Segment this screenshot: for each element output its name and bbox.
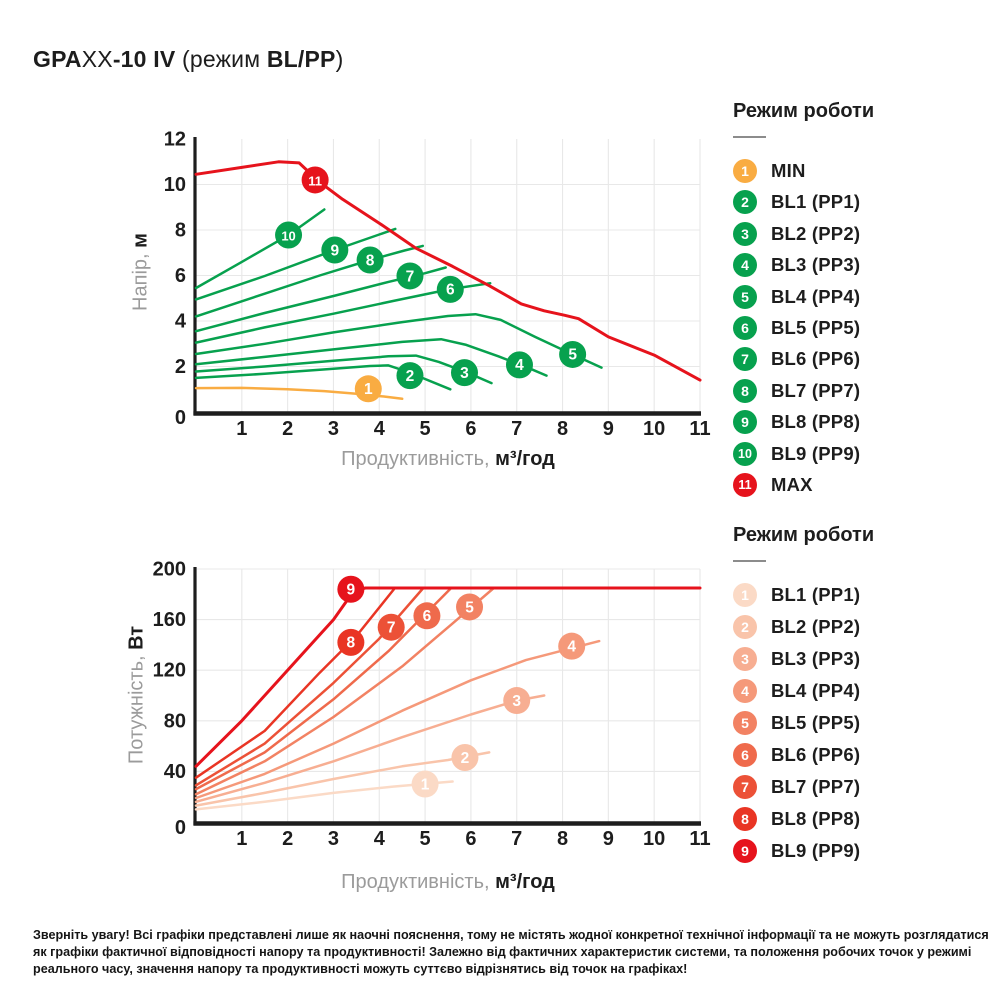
y-tick-label: 200 bbox=[152, 558, 186, 581]
legend-power bbox=[733, 524, 993, 871]
x-tick-label: 4 bbox=[373, 828, 385, 850]
y-tick-label: 40 bbox=[163, 760, 186, 783]
curve-badge-number: 8 bbox=[365, 252, 375, 270]
x-tick-label: 9 bbox=[602, 828, 614, 850]
x-tick-label: 11 bbox=[689, 418, 711, 440]
legend-badge: 6 bbox=[733, 316, 757, 340]
legend-badge: 3 bbox=[733, 647, 757, 671]
power-x-axis-title-unit: м³/год bbox=[495, 871, 555, 893]
x-tick-label: 7 bbox=[511, 828, 523, 850]
curve-badge-number: 7 bbox=[386, 619, 396, 637]
curve-power-6 bbox=[196, 588, 451, 789]
x-tick-label: 2 bbox=[282, 418, 294, 440]
legend-badge: 9 bbox=[733, 839, 757, 863]
power-x-axis-title-text: Продуктивність, bbox=[341, 871, 496, 893]
legend-item bbox=[733, 379, 993, 403]
legend-item-label: BL9 (PP9) bbox=[771, 442, 861, 464]
legend-item-label: BL4 (PP4) bbox=[771, 285, 861, 307]
power-y-axis-title-text: Потужність, bbox=[125, 649, 148, 765]
x-tick-label: 6 bbox=[465, 418, 477, 440]
legend-head-title: Режим роботи bbox=[733, 100, 875, 122]
curve-badge-number: 7 bbox=[405, 268, 415, 286]
title-segment: BL/PP bbox=[266, 46, 336, 72]
legend-badge: 5 bbox=[733, 711, 757, 735]
head-x-axis-title-text: Продуктивність, bbox=[341, 448, 496, 470]
legend-item bbox=[733, 775, 993, 799]
x-tick-label: 10 bbox=[643, 828, 666, 850]
curve-badge-number: 2 bbox=[405, 367, 415, 385]
legend-item-label: BL7 (PP7) bbox=[771, 379, 861, 401]
y-tick-label: 8 bbox=[174, 219, 186, 242]
legend-item bbox=[733, 743, 993, 767]
y-tick-label: 6 bbox=[174, 265, 186, 287]
legend-item bbox=[733, 473, 993, 497]
curve-power-4 bbox=[196, 641, 599, 798]
head-chart bbox=[164, 129, 711, 441]
legend-badge: 5 bbox=[733, 285, 757, 309]
power-y-axis-title-unit: Вт bbox=[125, 625, 148, 650]
legend-item-label: BL1 (PP1) bbox=[771, 584, 861, 605]
head-x-axis-title bbox=[341, 448, 555, 471]
curve-badge-number: 5 bbox=[568, 346, 577, 364]
curve-badge-number: 2 bbox=[460, 749, 470, 767]
legend-power-divider bbox=[733, 560, 766, 562]
curve-badge-number: 4 bbox=[515, 357, 524, 375]
legend-item-label: BL9 (PP9) bbox=[771, 840, 861, 861]
legend-head bbox=[733, 100, 993, 504]
title-segment: (режим bbox=[175, 46, 267, 72]
y-tick-label: 160 bbox=[152, 609, 186, 632]
legend-badge: 4 bbox=[733, 679, 757, 703]
curve-badge-number: 1 bbox=[363, 381, 373, 399]
legend-item bbox=[733, 583, 993, 607]
y-tick-label: 4 bbox=[174, 310, 186, 333]
y-tick-label: 12 bbox=[163, 128, 186, 151]
y-tick-label: 2 bbox=[174, 356, 186, 378]
y-tick-label: 120 bbox=[152, 659, 186, 682]
legend-badge: 11 bbox=[733, 473, 757, 497]
legend-item-label: MAX bbox=[771, 473, 813, 495]
legend-power-items bbox=[733, 583, 993, 863]
legend-item bbox=[733, 190, 993, 214]
legend-badge: 4 bbox=[733, 253, 757, 277]
y-tick-label: 10 bbox=[163, 174, 186, 196]
x-tick-label: 7 bbox=[511, 418, 523, 440]
legend-item-label: BL2 (PP2) bbox=[771, 616, 861, 637]
head-y-axis-title bbox=[130, 233, 153, 311]
curve-badge-number: 6 bbox=[422, 608, 432, 626]
legend-badge: 2 bbox=[733, 190, 757, 214]
x-tick-label: 9 bbox=[602, 418, 614, 440]
x-tick-label: 1 bbox=[236, 828, 248, 850]
power-chart bbox=[153, 559, 711, 851]
curve-badge-number: 5 bbox=[465, 599, 474, 617]
disclaimer-line: реального часу, значення напору та продуктивності можуть суттєво відрізнятись від точок на графіках! bbox=[33, 962, 688, 976]
legend-item bbox=[733, 347, 993, 371]
legend-item-label: BL4 (PP4) bbox=[771, 680, 861, 701]
curve-head-5 bbox=[196, 314, 602, 367]
legend-item bbox=[733, 410, 993, 434]
legend-item bbox=[733, 839, 993, 863]
legend-item-label: BL3 (PP3) bbox=[771, 254, 861, 276]
power-y-axis-title bbox=[126, 626, 149, 764]
legend-item bbox=[733, 679, 993, 703]
legend-item bbox=[733, 285, 993, 309]
legend-badge: 8 bbox=[733, 379, 757, 403]
curve-badge-number: 1 bbox=[420, 776, 430, 794]
title-segment: -10 IV bbox=[112, 46, 176, 72]
y-tick-label: 0 bbox=[174, 407, 186, 429]
legend-badge: 1 bbox=[733, 159, 757, 183]
legend-power-title: Режим роботи bbox=[733, 524, 875, 546]
curve-power-3 bbox=[196, 696, 544, 802]
legend-item-label: BL3 (PP3) bbox=[771, 648, 861, 669]
legend-item-label: BL8 (PP8) bbox=[771, 808, 861, 829]
y-tick-label: 0 bbox=[174, 817, 186, 839]
x-tick-label: 8 bbox=[556, 828, 569, 850]
legend-badge: 6 bbox=[733, 743, 757, 767]
head-y-axis-title-text: Напір, bbox=[129, 247, 152, 311]
power-x-axis-title bbox=[341, 871, 555, 894]
legend-item bbox=[733, 316, 993, 340]
legend-item bbox=[733, 159, 993, 183]
title-segment: ) bbox=[335, 46, 344, 72]
curve-badge-number: 3 bbox=[460, 364, 469, 382]
disclaimer-line: Зверніть увагу! Всі графіки представлені лише як наочні пояснення, тому не містять жодної конкретної технічної інформації та не можуть розглядатися bbox=[33, 928, 989, 942]
legend-item-label: BL6 (PP6) bbox=[771, 348, 861, 370]
legend-item bbox=[733, 222, 993, 246]
x-tick-label: 2 bbox=[282, 828, 294, 850]
y-tick-label: 80 bbox=[163, 710, 186, 733]
legend-item bbox=[733, 711, 993, 735]
legend-item-label: BL6 (PP6) bbox=[771, 744, 861, 765]
x-tick-label: 3 bbox=[327, 418, 340, 440]
legend-item-label: BL1 (PP1) bbox=[771, 191, 861, 213]
legend-badge: 7 bbox=[733, 347, 757, 371]
legend-badge: 10 bbox=[733, 442, 757, 466]
x-tick-label: 1 bbox=[236, 418, 248, 440]
legend-head-items bbox=[733, 159, 993, 497]
x-tick-label: 4 bbox=[373, 418, 385, 440]
legend-badge: 7 bbox=[733, 775, 757, 799]
x-tick-label: 11 bbox=[689, 828, 711, 850]
title-segment: XX bbox=[81, 46, 113, 72]
legend-item bbox=[733, 253, 993, 277]
legend-item bbox=[733, 615, 993, 639]
x-tick-label: 6 bbox=[465, 828, 477, 850]
x-tick-label: 8 bbox=[556, 418, 569, 440]
head-x-axis-title-unit: м³/год bbox=[495, 448, 555, 470]
legend-badge: 9 bbox=[733, 410, 757, 434]
legend-item-label: BL2 (PP2) bbox=[771, 222, 861, 244]
legend-item bbox=[733, 807, 993, 831]
curve-badge-number: 9 bbox=[330, 242, 340, 260]
curve-badge-number: 11 bbox=[308, 173, 323, 189]
curve-badge-number: 9 bbox=[346, 581, 356, 599]
curve-head-11 bbox=[196, 162, 700, 380]
curve-badge-number: 8 bbox=[346, 634, 356, 652]
disclaimer-line: як графіки фактичної відповідності напору та продуктивності! Залежно від фактичних характеристик системи, та положення робочих точок у режимі bbox=[33, 945, 972, 959]
legend-badge: 8 bbox=[733, 807, 757, 831]
legend-badge: 3 bbox=[733, 222, 757, 246]
curve-head-10 bbox=[196, 210, 324, 289]
legend-item-label: BL7 (PP7) bbox=[771, 776, 861, 797]
curve-badge-number: 4 bbox=[567, 638, 577, 656]
legend-item-label: MIN bbox=[771, 160, 806, 181]
curve-badge-number: 6 bbox=[445, 281, 455, 299]
legend-item bbox=[733, 442, 993, 466]
legend-badge: 1 bbox=[733, 583, 757, 607]
curve-badge-number: 3 bbox=[512, 692, 522, 710]
disclaimer bbox=[33, 927, 993, 978]
curve-power-2 bbox=[196, 749, 489, 805]
curve-power-9 bbox=[196, 588, 700, 766]
x-tick-label: 3 bbox=[327, 828, 340, 850]
x-tick-label: 10 bbox=[643, 418, 666, 440]
legend-item-label: BL5 (PP5) bbox=[771, 316, 861, 338]
legend-item-label: BL8 (PP8) bbox=[771, 411, 861, 433]
legend-item-label: BL5 (PP5) bbox=[771, 712, 861, 733]
legend-item bbox=[733, 647, 993, 671]
legend-badge: 2 bbox=[733, 615, 757, 639]
title-segment: GPA bbox=[33, 46, 82, 72]
head-y-axis-title-unit: м bbox=[129, 233, 152, 248]
x-tick-label: 5 bbox=[419, 828, 431, 850]
x-tick-label: 5 bbox=[419, 418, 431, 440]
curve-badge-number: 10 bbox=[281, 228, 296, 244]
legend-head-divider bbox=[733, 136, 766, 138]
